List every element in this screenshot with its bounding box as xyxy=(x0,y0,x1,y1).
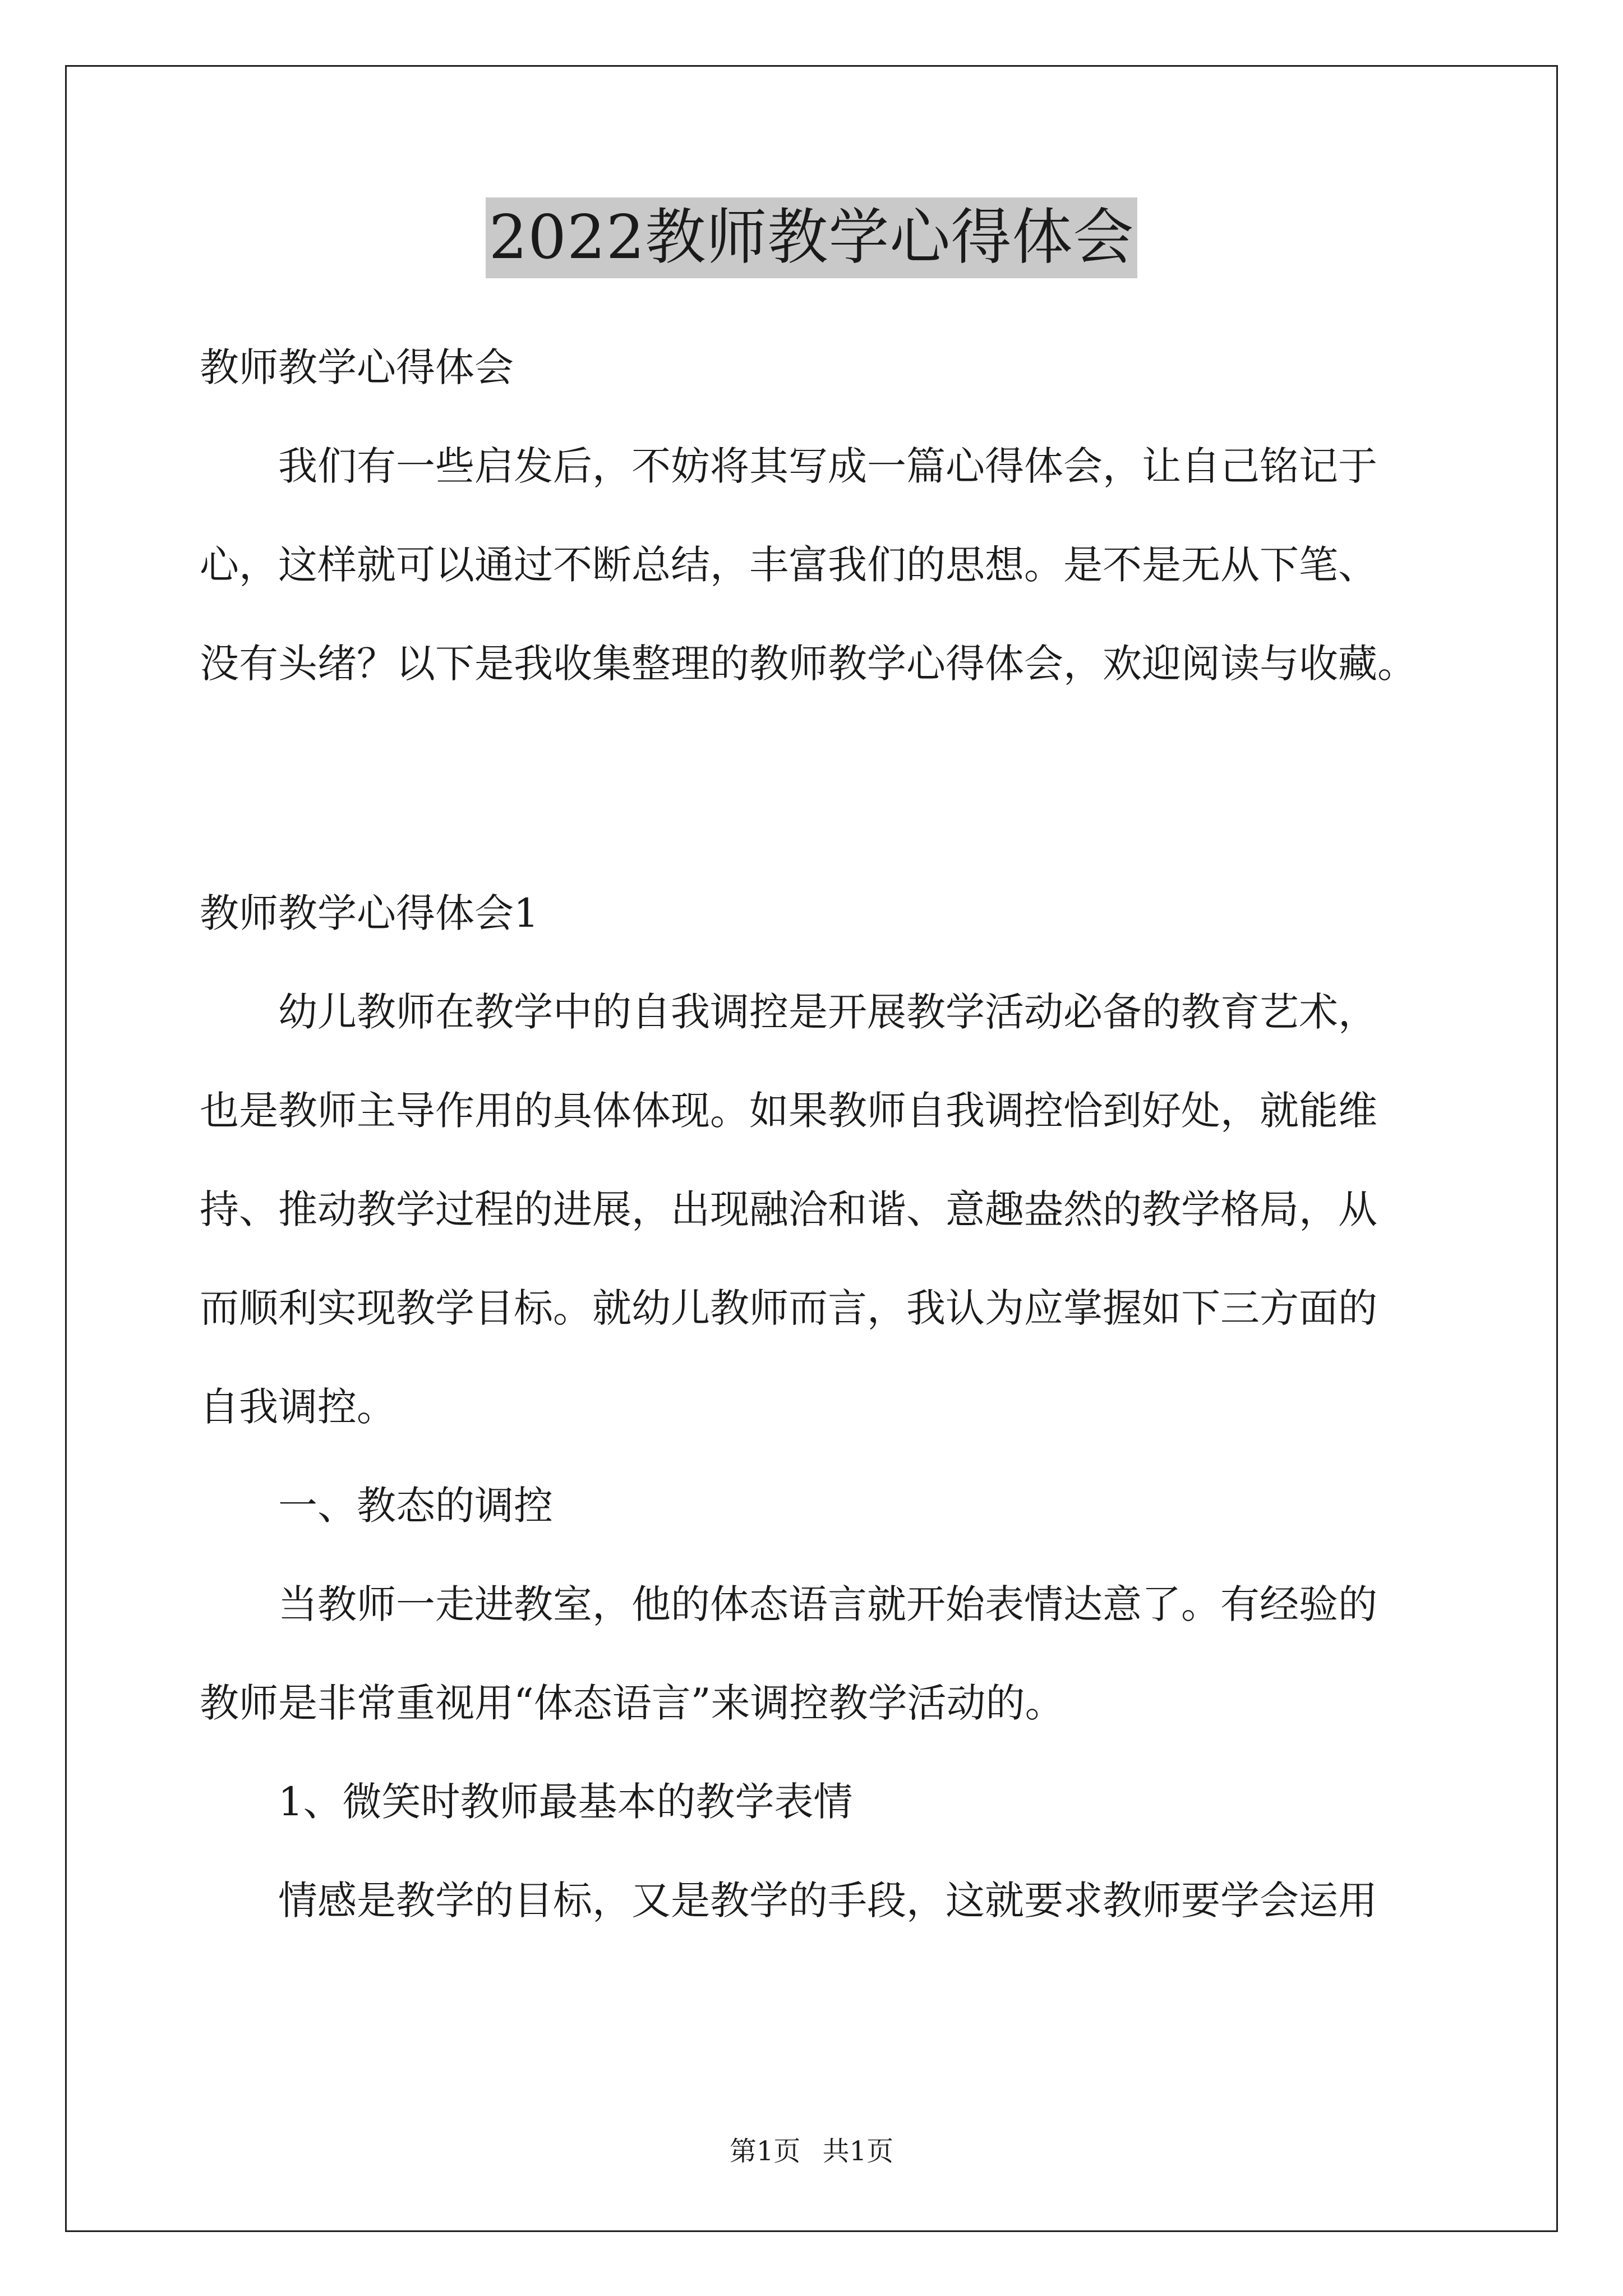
section-heading: 教师教学心得体会 xyxy=(200,344,514,390)
paragraph-line: 自我调控。 xyxy=(200,1384,396,1430)
paragraph-line: 幼儿教师在教学中的自我调控是开展教学活动必备的教育艺术， xyxy=(200,989,1377,1035)
page-number: 第1页 xyxy=(729,2136,801,2167)
section-heading: 教师教学心得体会1 xyxy=(200,890,539,936)
paragraph-line: 而顺利实现教学目标。就幼儿教师而言，我认为应掌握如下三方面的 xyxy=(200,1285,1377,1331)
paragraph-line: 心，这样就可以通过不断总结，丰富我们的思想。是不是无从下笔、 xyxy=(200,542,1377,588)
paragraph-line: 教师是非常重视用“体态语言”来调控教学活动的。 xyxy=(200,1680,1064,1726)
paragraph-line: 当教师一走进教室，他的体态语言就开始表情达意了。有经验的 xyxy=(200,1581,1377,1627)
page-total: 共1页 xyxy=(822,2136,894,2167)
document-title: 2022教师教学心得体会 xyxy=(486,197,1138,278)
subsection-heading: 一、教态的调控 xyxy=(200,1483,553,1529)
paragraph-line: 没有头绪？以下是我收集整理的教师教学心得体会，欢迎阅读与收藏。 xyxy=(200,641,1417,687)
paragraph-line: 情感是教学的目标，又是教学的手段，这就要求教师要学会运用 xyxy=(200,1878,1377,1924)
paragraph-line: 也是教师主导作用的具体体现。如果教师自我调控恰到好处，就能维 xyxy=(200,1088,1377,1134)
subsection-heading: 1、微笑时教师最基本的教学表情 xyxy=(200,1779,853,1825)
title-container xyxy=(0,197,1623,278)
paragraph-line: 持、推动教学过程的进展，出现融洽和谐、意趣盎然的教学格局，从 xyxy=(200,1186,1377,1232)
paragraph-line: 我们有一些启发后，不妨将其写成一篇心得体会，让自己铭记于 xyxy=(200,443,1377,489)
page-footer xyxy=(0,2134,1623,2168)
